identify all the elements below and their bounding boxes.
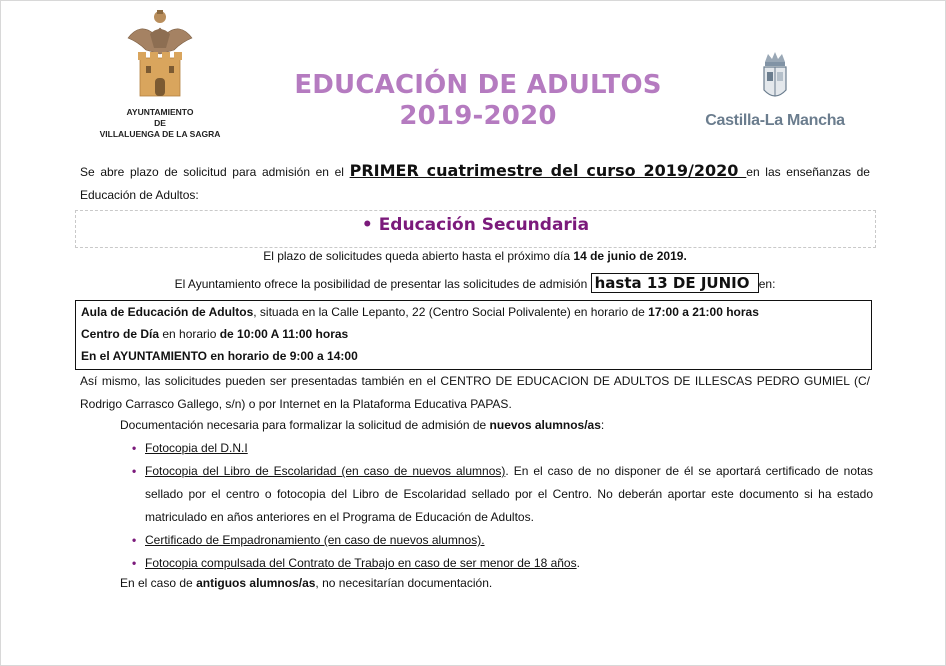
old-students-line [120, 572, 492, 595]
section-heading [76, 215, 875, 235]
deadline-text: El plazo de solicitudes queda abierto hasta el próximo día [263, 249, 574, 263]
deadline-line [80, 245, 870, 268]
aula-hours: 17:00 a 21:00 horas [648, 305, 759, 319]
aula-text: , situada en la Calle Lepanto, 22 (Centro Social Polivalente) en horario de [253, 305, 649, 319]
doc-libro: Fotocopia del Libro de Escolaridad (en caso de nuevos alumnos) [145, 464, 506, 478]
place-ayuntamiento [81, 345, 866, 367]
intro-text-2: en las enseñanzas de Educación de Adultos: [80, 165, 870, 202]
old-students-text: En el caso de [120, 576, 197, 590]
intro-paragraph [80, 159, 870, 207]
centro-name: Centro de Día [81, 327, 160, 341]
old-students-end: , no necesitarían documentación. [315, 576, 493, 590]
doc-empadronamiento: Certificado de Empadronamiento (en caso de nuevos alumnos). [145, 533, 485, 547]
doc-contrato: Fotocopia compulsada del Contrato de Trabajo en caso de ser menor de 18 años [145, 556, 577, 570]
doc-dni: Fotocopia del D.N.I [145, 441, 248, 455]
bullet-icon: • [132, 533, 137, 547]
old-students-bold: antiguos alumnos/as [196, 576, 316, 590]
doc-contrato-end: . [576, 556, 580, 570]
list-item [132, 460, 874, 529]
council-line: DE [154, 118, 166, 128]
section-title: Educación Secundaria [378, 215, 590, 235]
council-line: VILLALUENGA DE LA SAGRA [99, 129, 221, 139]
centro-text: en horario [159, 327, 220, 341]
bullet-icon: • [361, 215, 379, 235]
aula-name: Aula de Educación de Adultos [81, 305, 254, 319]
submit-text: El Ayuntamiento ofrece la posibilidad de presentar las solicitudes de admisión [174, 277, 591, 291]
council-logo [90, 8, 230, 140]
region-logo-text: Castilla-La Mancha [705, 112, 845, 129]
intro-text-1: Se abre plazo de solicitud para admisión en el [80, 165, 350, 179]
title-line-1: EDUCACIÓN DE ADULTOS [294, 70, 662, 100]
bullet-icon: • [132, 556, 137, 570]
submit-text-end: en: [758, 277, 776, 291]
docs-intro [120, 414, 604, 437]
section-box [75, 210, 876, 248]
docs-list [132, 437, 874, 575]
region-logo [700, 50, 850, 130]
also-paragraph: Así mismo, las solicitudes pueden ser presentadas también en el CENTRO DE EDUCACION DE ADULTOS DE ILLESCAS PEDRO GUMIEL (C/ Rodrigo Carrasco Gallego, s/n) o por Internet en la Plataforma Educativa PAPAS. [80, 374, 870, 411]
bullet-icon: • [132, 464, 137, 478]
places-box [75, 300, 872, 370]
docs-intro-bold: nuevos alumnos/as [489, 418, 601, 432]
deadline-date: 14 de junio de 2019. [573, 249, 687, 263]
ayto-line: En el AYUNTAMIENTO en horario de 9:00 a 14:00 [81, 349, 358, 363]
docs-intro-text: Documentación necesaria para formalizar la solicitud de admisión de [120, 418, 490, 432]
place-centro [81, 323, 866, 345]
page-title [260, 70, 696, 132]
intro-highlight: PRIMER cuatrimestre del curso 2019/2020 [349, 161, 747, 180]
crown-shield-icon [759, 50, 791, 104]
submit-line [80, 272, 870, 296]
doc-libro-note: . En el caso de no disponer de él se aportará certificado de notas sellado por el centro o fotocopia del Libro de Escolaridad sellado por el Centro. No deberán aportar este documento si ha estado matriculado en años anteriores en el Programa de Educación de Adultos. [145, 464, 874, 524]
castle-eagle-crest-icon [120, 8, 200, 100]
centro-hours: de 10:00 A 11:00 horas [219, 327, 349, 341]
title-line-2: 2019-2020 [399, 101, 557, 131]
docs-intro-end: : [600, 418, 605, 432]
council-line: AYUNTAMIENTO [126, 107, 194, 117]
place-aula [81, 301, 866, 323]
list-item [132, 529, 873, 552]
list-item [132, 437, 873, 460]
submit-deadline-box: hasta 13 DE JUNIO [591, 273, 759, 293]
bullet-icon: • [132, 441, 137, 455]
